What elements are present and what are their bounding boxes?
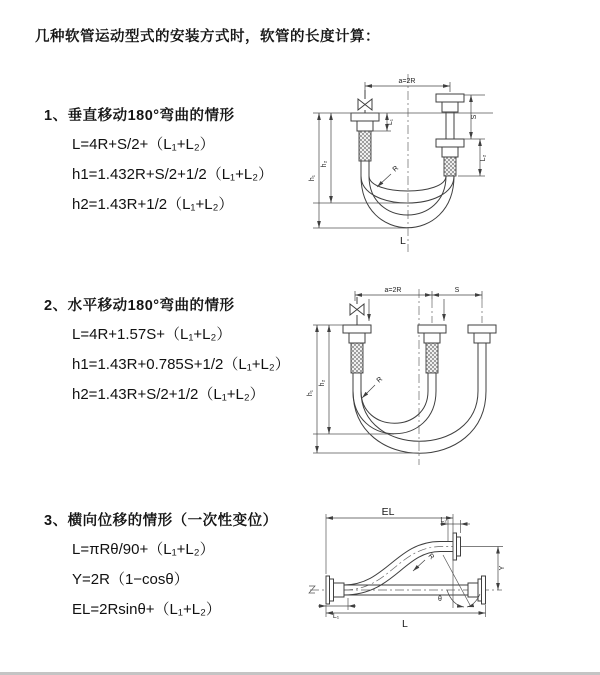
page-title: 几种软管运动型式的安装方式时，软管的长度计算：	[35, 29, 380, 45]
formula-line: h1=1.43R+0.785S+1/2（L₁+L₂）	[72, 356, 290, 373]
formula-line: h2=1.43R+S/2+1/2（L₁+L₂）	[72, 386, 265, 403]
dim-label-h1: h₁	[309, 174, 316, 182]
section-vertical-movement	[44, 104, 273, 215]
dimension-h1-h2	[309, 113, 493, 228]
dimension-l	[326, 605, 486, 630]
radius-leader	[377, 165, 400, 187]
dim-label-a2r: a=2R	[398, 78, 416, 85]
break-mark	[309, 586, 315, 593]
dim-label-r: R	[375, 375, 385, 385]
section-horizontal-movement	[44, 294, 290, 405]
formula-line: h2=1.43R+1/2（L₁+L₂）	[72, 196, 234, 213]
dim-label-h2: h₂	[319, 379, 326, 387]
dim-label-s: S	[471, 114, 478, 120]
section-2-heading: 2、水平移动180°弯曲的情形	[44, 298, 235, 314]
angle-theta	[438, 555, 480, 607]
hose-loops	[353, 343, 486, 453]
dim-label-h2: h₂	[321, 160, 328, 168]
valve-icon	[358, 90, 372, 113]
formula-line: EL=2Rsinθ+（L₁+L₂）	[72, 601, 221, 618]
flange-fitting-upper	[453, 533, 461, 560]
dim-label-r: R	[426, 552, 436, 562]
dimension-a2r	[365, 78, 450, 92]
dim-label-a2r: a=2R	[384, 287, 402, 294]
formula-line: L=4R+1.57S+（L₁+L₂）	[72, 326, 232, 343]
flange-fitting-right	[468, 325, 496, 343]
diagram-vertical-180-bend	[303, 66, 513, 261]
dimension-a2r-s	[355, 287, 482, 321]
flange-fitting-left	[343, 325, 371, 373]
dim-label-l-total: L	[400, 235, 406, 247]
dim-label-y: Y	[499, 565, 506, 571]
radius-leader	[413, 553, 435, 571]
dim-label-h1: h₁	[307, 389, 314, 397]
flange-fitting-right-lower	[436, 139, 464, 176]
flange-fitting-left	[351, 113, 379, 161]
formula-line: h1=1.432R+S/2+1/2（L₁+L₂）	[72, 166, 274, 183]
dim-label-l1: L₁	[332, 613, 340, 620]
hose-loops	[361, 112, 454, 228]
section-3-heading: 3、横向位移的情形（一次性变位）	[44, 513, 278, 529]
dimension-l1	[318, 598, 356, 620]
hose-s-curve	[344, 542, 453, 596]
flange-fitting-right-upper	[436, 94, 464, 112]
flange-fitting-left	[326, 576, 344, 604]
formula-line: Y=2R（1−cosθ）	[72, 571, 189, 588]
dim-label-r: R	[391, 164, 401, 174]
dim-label-el: EL	[381, 506, 395, 518]
valve-icon	[350, 297, 364, 325]
diagram-lateral-displacement	[302, 498, 532, 658]
dim-label-theta: θ	[438, 596, 442, 603]
formula-line: L=πRθ/90+（L₁+L₂）	[72, 541, 215, 558]
flange-fitting-middle	[418, 325, 446, 373]
dim-label-l2: L₂	[440, 517, 447, 524]
dimension-s-l2	[458, 95, 487, 176]
dim-label-l2: L₂	[480, 154, 487, 162]
section-lateral-displacement	[44, 509, 278, 620]
section-1-heading: 1、垂直移动180°弯曲的情形	[44, 108, 235, 124]
dim-label-s: S	[454, 287, 460, 294]
dim-label-l1: L₁	[387, 118, 394, 126]
dim-label-l: L	[402, 618, 408, 630]
diagram-horizontal-180-bend	[305, 283, 515, 478]
radius-leader	[362, 376, 384, 398]
formula-line: L=4R+S/2+（L₁+L₂）	[72, 136, 215, 153]
